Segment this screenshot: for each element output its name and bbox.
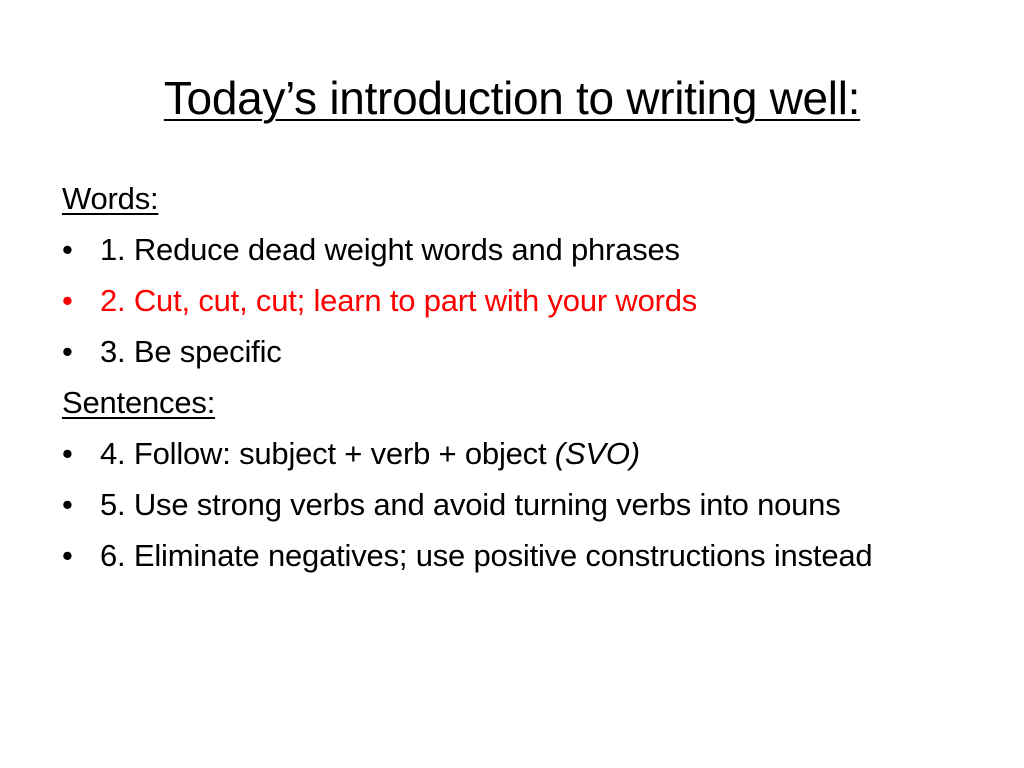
list-item	[62, 333, 982, 371]
list-item	[62, 486, 982, 524]
bullet-icon: •	[62, 283, 73, 318]
bullet-icon: •	[62, 487, 73, 522]
list-item	[62, 231, 982, 269]
list-item-text: 1. Reduce dead weight words and phrases	[100, 232, 680, 267]
section-heading-words: Words:	[62, 181, 159, 216]
list-item-main-text: 4. Follow: subject + verb + object	[100, 436, 555, 471]
bullet-icon: •	[62, 436, 73, 471]
list-item	[62, 435, 982, 473]
list-item-italic-text: (SVO)	[554, 436, 640, 471]
list-item-highlighted	[62, 282, 982, 320]
bullet-icon: •	[62, 334, 73, 369]
bullet-icon: •	[62, 232, 73, 267]
list-item	[62, 537, 982, 575]
list-item-text	[100, 436, 640, 471]
list-item-text: 6. Eliminate negatives; use positive constructions instead	[100, 538, 873, 573]
slide-title: Today’s introduction to writing well:	[163, 72, 861, 124]
bullet-icon: •	[62, 538, 73, 573]
list-item-text: 2. Cut, cut, cut; learn to part with your words	[100, 283, 698, 318]
list-item-text: 3. Be specific	[100, 334, 282, 369]
list-item-text: 5. Use strong verbs and avoid turning verbs into nouns	[100, 487, 841, 522]
slide-body	[62, 180, 982, 588]
section-heading-sentences: Sentences:	[62, 385, 216, 420]
